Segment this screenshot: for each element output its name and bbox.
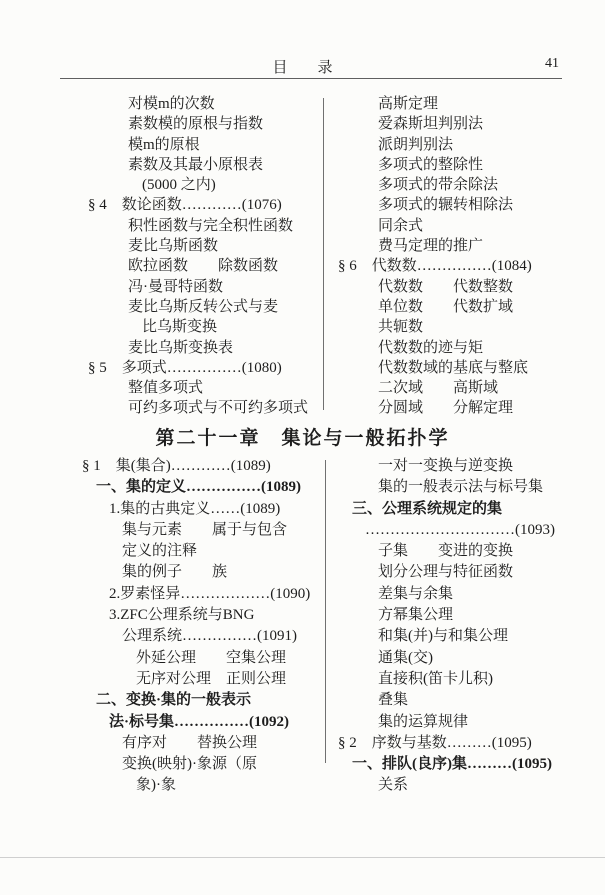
toc-line: 1.集的古典定义……(1089)	[109, 500, 281, 517]
toc-line: 单位数 代数扩域	[378, 298, 514, 315]
toc-line: § 2 序数与基数………(1095)	[338, 734, 532, 751]
toc-line: 积性函数与完全积性函数	[128, 217, 294, 234]
toc-line: 二、变换·集的一般表示	[96, 692, 252, 709]
toc-line: 欧拉函数 除数函数	[128, 258, 279, 275]
toc-line: 法·标号集……………(1092)	[109, 713, 289, 730]
toc-line: 代数数域的基底与整底	[378, 359, 529, 376]
scan-edge-line	[0, 857, 605, 858]
toc-line: 变换(映射)·象源（原	[122, 756, 257, 773]
toc-line: 分圆域 分解定理	[378, 400, 514, 417]
toc-line: 高斯定理	[378, 96, 439, 112]
toc-line: (5000 之内)	[142, 177, 216, 194]
toc-line: 有序对 替换公理	[122, 734, 258, 751]
toc-line: 象)·象	[136, 777, 176, 794]
toc-line: 外延公理 空集公理	[136, 649, 287, 666]
toc-line: 差集与余集	[378, 585, 454, 602]
toc-line: 叠集	[378, 692, 409, 709]
toc-line: 2.罗素怪异………………(1090)	[109, 585, 311, 602]
chapter-heading: 第二十一章 集论与一般拓扑学	[155, 428, 450, 449]
toc-line: …………………………(1093)	[365, 521, 555, 538]
toc-line: 爱森斯坦判别法	[378, 116, 484, 133]
toc-line: 集的一般表示法与标号集	[378, 479, 544, 496]
toc-line: 对模m的次数	[128, 96, 215, 112]
toc-line: § 6 代数数……………(1084)	[338, 258, 532, 275]
toc-line: 三、公理系统规定的集	[352, 500, 503, 517]
toc-line: 费马定理的推广	[378, 238, 484, 255]
toc-top-left-column	[88, 94, 323, 419]
toc-line: 派朗判别法	[378, 136, 454, 153]
toc-line: 关系	[378, 777, 409, 794]
toc-line: 同余式	[378, 217, 424, 234]
toc-line: 定义的注释	[122, 543, 198, 560]
toc-line: § 4 数论函数…………(1076)	[88, 197, 282, 214]
toc-bottom-right-column	[338, 456, 573, 797]
toc-top-right-column	[338, 94, 568, 419]
toc-line: 比乌斯变换	[142, 319, 218, 336]
toc-line: 素数模的原根与指数	[128, 116, 264, 133]
toc-line: 麦比乌斯变换表	[128, 339, 234, 356]
column-divider-top	[323, 98, 324, 410]
toc-line: 素数及其最小原根表	[128, 156, 264, 173]
header-rule	[60, 78, 562, 79]
toc-line: 一、集的定义……………(1089)	[96, 479, 301, 496]
page-header-title: 目 录	[272, 60, 333, 76]
toc-line: 集的例子 族	[122, 564, 228, 581]
toc-line: 公理系统……………(1091)	[122, 628, 297, 645]
toc-line: § 1 集(集合)…………(1089)	[82, 458, 271, 474]
toc-line: 集与元素 属于与包含	[122, 521, 288, 538]
toc-line: 二次域 高斯域	[378, 380, 499, 397]
page-number: 41	[545, 56, 559, 71]
toc-line: 和集(并)与和集公理	[378, 628, 508, 645]
toc-line: 直接积(笛卡儿积)	[378, 670, 493, 687]
toc-line: 3.ZFC公理系统与BNG	[109, 607, 255, 624]
toc-bottom-left-column	[82, 456, 324, 797]
toc-line: 子集 变进的变换	[378, 543, 514, 560]
toc-line: 代数数 代数整数	[378, 278, 514, 295]
toc-line: 集的运算规律	[378, 713, 469, 730]
toc-line: 多项式的辗转相除法	[378, 197, 514, 214]
toc-line: 一对一变换与逆变换	[378, 458, 514, 474]
toc-line: 一、排队(良序)集………(1095)	[352, 756, 552, 773]
toc-line: 通集(交)	[378, 649, 433, 666]
toc-line: 可约多项式与不可约多项式	[128, 400, 309, 417]
toc-line: § 5 多项式……………(1080)	[88, 359, 282, 376]
toc-line: 多项式的带余除法	[378, 177, 499, 194]
toc-line: 模m的原根	[128, 136, 200, 153]
toc-line: 麦比乌斯反转公式与麦	[128, 298, 279, 315]
toc-line: 无序对公理 正则公理	[136, 670, 287, 687]
toc-line: 多项式的整除性	[378, 156, 484, 173]
toc-line: 冯·曼哥特函数	[128, 278, 223, 295]
toc-line: 代数数的迹与矩	[378, 339, 484, 356]
toc-line: 划分公理与特征函数	[378, 564, 514, 581]
toc-line: 麦比乌斯函数	[128, 238, 219, 255]
column-divider-bottom	[325, 460, 326, 763]
toc-line: 共轭数	[378, 319, 424, 336]
toc-line: 整值多项式	[128, 380, 204, 397]
toc-line: 方幂集公理	[378, 607, 454, 624]
